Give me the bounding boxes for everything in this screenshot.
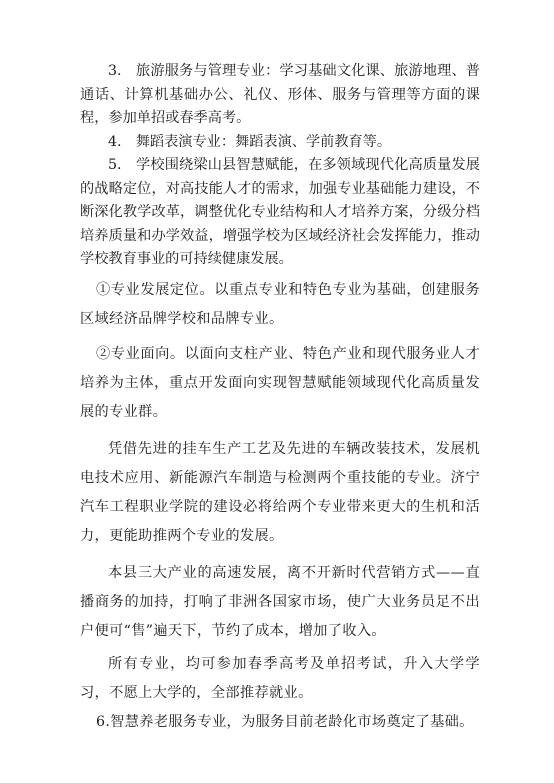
paragraph-live-commerce: 本县三大产业的高速发展，离不开新时代营销方式——直播商务的加持，打响了非洲各国家市场，使广大业务员足不出户便可“售”遍天下，节约了成本，增加了收入。 <box>80 564 480 639</box>
paragraph-automotive-majors: 凭借先进的挂车生产工艺及先进的车辆改装技术，发展机电技术应用、新能源汽车制造与检测两个重技能的专业。济宁汽车工程职业学院的建设必将给两个专业带来更大的生机和活力，更能助推两个专业的发展。 <box>80 440 480 544</box>
paragraph-major-orientation: ②专业面向。以面向支柱产业、特色产业和现代服务业人才培养为主体，重点开发面向实现智慧赋能领域现代化高质量发展的专业群。 <box>80 345 480 420</box>
paragraph-tourism-major: 3. 旅游服务与管理专业：学习基础文化课、旅游地理、普通话、计算机基础办公、礼仪、形体、服务与管理等方面的课程，参加单招或春季高考。 <box>80 63 480 126</box>
paragraph-school-strategy: 5. 学校围绕梁山县智慧赋能，在多领域现代化高质量发展的战略定位，对高技能人才的需求，加强专业基础能力建设，不断深化教学改革，调整优化专业结构和人才培养方案，分级分档培养质量和办学效益，增强学校为区域经济社会发挥能力，推动学校教育事业的可持续健康发展。 <box>80 157 480 267</box>
paragraph-development-positioning: ①专业发展定位。以重点专业和特色专业为基础，创建服务区域经济品牌学校和品牌专业。 <box>80 281 480 327</box>
paragraph-exam-employment: 所有专业，均可参加春季高考及单招考试，升入大学学习，不愿上大学的，全部推荐就业。 <box>80 655 480 701</box>
paragraph-dance-major: 4. 舞蹈表演专业：舞蹈表演、学前教育等。 <box>108 133 392 150</box>
paragraph-elderly-care-major: 6.智慧养老服务专业，为服务目前老龄化市场奠定了基础。 <box>96 713 474 730</box>
document-body <box>80 60 480 737</box>
